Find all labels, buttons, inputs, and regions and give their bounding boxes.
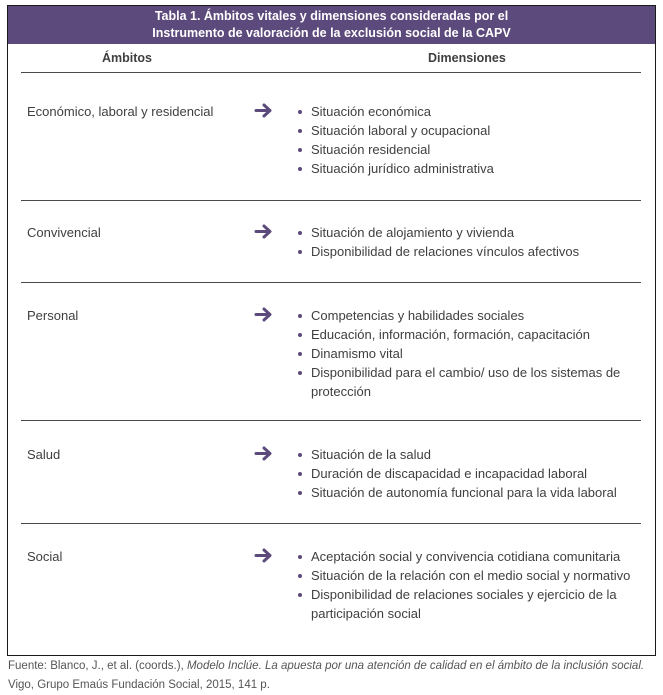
dimension-item xyxy=(298,140,643,159)
column-header-dimensiones: Dimensiones xyxy=(428,51,506,65)
dimension-text: Situación de autonomía funcional para la vida laboral xyxy=(311,485,617,500)
dimension-item xyxy=(298,344,643,363)
dimension-item xyxy=(298,445,643,464)
ambito-label: Personal xyxy=(27,308,79,323)
bullet-icon xyxy=(298,352,302,356)
bullet-icon xyxy=(298,314,302,318)
bullet-icon xyxy=(298,333,302,337)
dimension-text: Disponibilidad para el cambio/ uso de los sistemas de protección xyxy=(311,365,621,399)
dimension-item xyxy=(298,325,643,344)
dimension-item xyxy=(298,121,643,140)
source-citation xyxy=(8,657,658,695)
bullet-icon xyxy=(298,491,302,495)
dimensiones-list xyxy=(298,102,643,178)
ambito-label: Salud xyxy=(27,447,61,462)
dimensiones-list xyxy=(298,445,643,502)
dimension-item xyxy=(298,566,643,585)
source-title: Modelo Inclúe. La apuesta por una atención de calidad en el ámbito de la inclusión social. xyxy=(186,660,645,672)
dimension-item xyxy=(298,363,643,401)
dimensiones-list xyxy=(298,306,643,401)
dimension-item xyxy=(298,464,643,483)
bullet-icon xyxy=(298,555,302,559)
arrow-right-icon xyxy=(254,546,274,565)
dimension-text: Disponibilidad de relaciones sociales y ejercicio de la participación social xyxy=(311,587,617,621)
dimension-text: Situación laboral y ocupacional xyxy=(311,123,491,138)
dimension-item xyxy=(298,306,643,325)
bullet-icon xyxy=(298,371,302,375)
dimensiones-list xyxy=(298,223,643,261)
source-suffix: Vigo, Grupo Emaús Fundación Social, 2015, 141 p. xyxy=(8,679,270,691)
row-divider xyxy=(21,200,641,201)
bullet-icon xyxy=(298,472,302,476)
bullet-icon xyxy=(298,167,302,171)
ambito-label: Convivencial xyxy=(27,225,101,240)
arrow-right-icon xyxy=(254,305,274,324)
row-divider xyxy=(21,282,641,283)
ambito-label: Económico, laboral y residencial xyxy=(27,104,214,119)
dimension-text: Situación de alojamiento y vivienda xyxy=(311,225,515,240)
table-title-line-2: Instrumento de valoración de la exclusión social de la CAPV xyxy=(152,26,511,40)
dimensiones-list xyxy=(298,547,643,623)
dimension-item xyxy=(298,483,643,502)
bullet-icon xyxy=(298,148,302,152)
bullet-icon xyxy=(298,250,302,254)
dimension-item xyxy=(298,159,643,178)
dimension-text: Competencias y habilidades sociales xyxy=(311,308,525,323)
bullet-icon xyxy=(298,593,302,597)
ambito-label: Social xyxy=(27,549,63,564)
arrow-right-icon xyxy=(254,101,274,120)
dimension-item xyxy=(298,547,643,566)
arrow-right-icon xyxy=(254,222,274,241)
dimension-text: Situación económica xyxy=(311,104,431,119)
dimension-text: Duración de discapacidad e incapacidad laboral xyxy=(311,466,588,481)
dimension-text: Situación de la relación con el medio social y normativo xyxy=(311,568,631,583)
column-headers xyxy=(8,44,655,72)
dimension-text: Situación jurídico administrativa xyxy=(311,161,494,176)
dimension-text: Dinamismo vital xyxy=(311,346,403,361)
dimension-item xyxy=(298,242,643,261)
row-divider xyxy=(21,420,641,421)
row-divider xyxy=(21,523,641,524)
dimension-text: Educación, información, formación, capacitación xyxy=(311,327,590,342)
table-title-line-1: Tabla 1. Ámbitos vitales y dimensiones consideradas por el xyxy=(154,9,509,23)
table-title xyxy=(8,6,655,44)
bullet-icon xyxy=(298,110,302,114)
bullet-icon xyxy=(298,231,302,235)
arrow-right-icon xyxy=(254,444,274,463)
dimension-text: Disponibilidad de relaciones vínculos afectivos xyxy=(311,244,580,259)
dimension-text: Situación de la salud xyxy=(311,447,431,462)
table xyxy=(7,5,656,656)
dimension-text: Situación residencial xyxy=(311,142,431,157)
dimension-item xyxy=(298,585,643,623)
bullet-icon xyxy=(298,129,302,133)
dimension-item xyxy=(298,102,643,121)
dimension-text: Aceptación social y convivencia cotidiana comunitaria xyxy=(311,549,621,564)
bullet-icon xyxy=(298,453,302,457)
column-header-ambitos: Ámbitos xyxy=(102,51,152,65)
bullet-icon xyxy=(298,574,302,578)
source-prefix: Fuente: Blanco, J., et al. (coords.), xyxy=(8,660,187,672)
header-divider xyxy=(21,72,641,73)
dimension-item xyxy=(298,223,643,242)
